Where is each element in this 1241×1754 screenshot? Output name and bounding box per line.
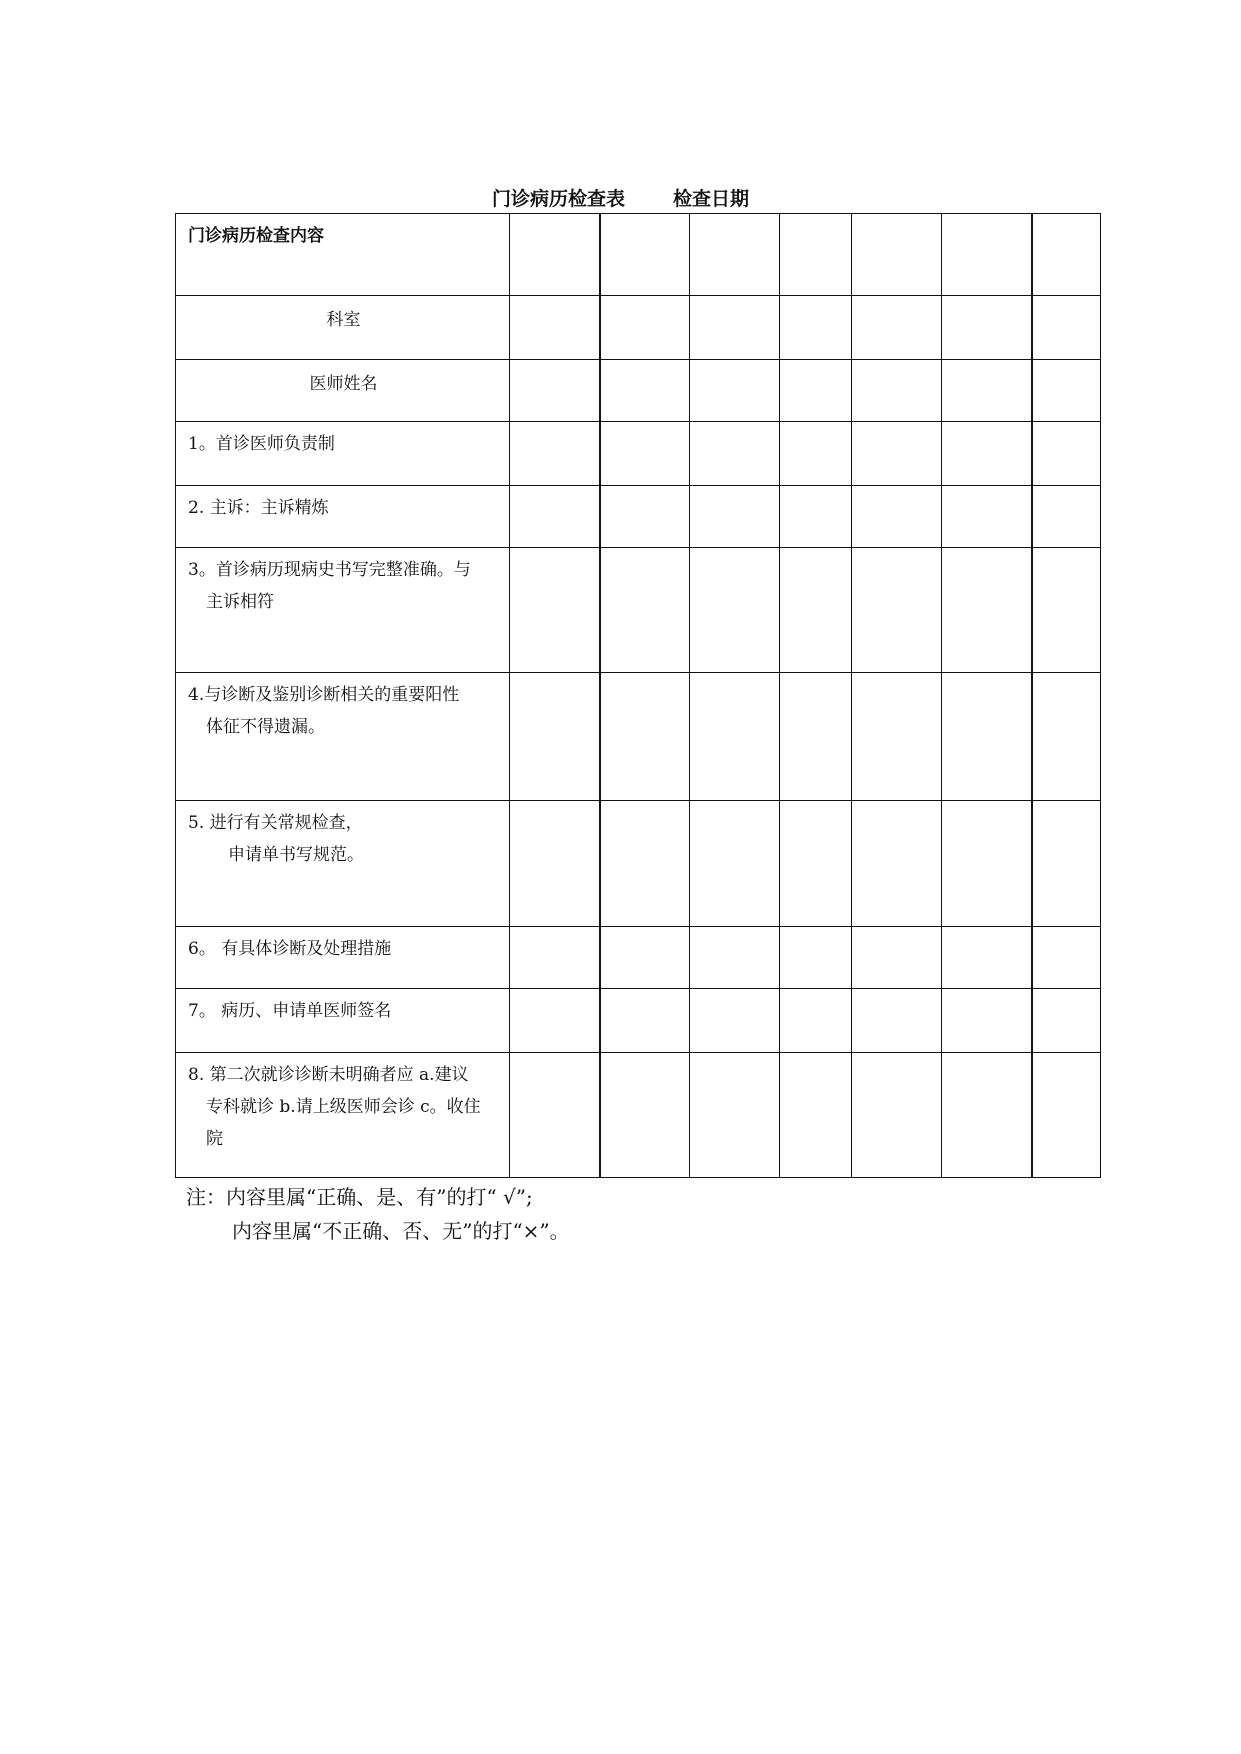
check-cell[interactable] [690,548,780,673]
check-cell[interactable] [852,422,942,486]
check-cell[interactable] [600,214,690,296]
row-label-line: 3。首诊病历现病史书写完整准确。与 [188,560,471,580]
check-cell[interactable] [510,989,600,1053]
header-cell: 门诊病历检查内容 [176,214,510,296]
check-cell[interactable] [600,1053,690,1178]
check-cell[interactable] [942,422,1032,486]
check-cell[interactable] [942,296,1032,360]
check-cell[interactable] [600,673,690,801]
check-cell[interactable] [780,801,852,927]
row-label-item-2: 2. 主诉：主诉精炼 [176,486,510,548]
check-cell[interactable] [852,673,942,801]
check-cell[interactable] [690,360,780,422]
check-cell[interactable] [510,486,600,548]
table-row [176,1053,1101,1178]
check-cell[interactable] [1032,486,1101,548]
row-label-item-5 [176,801,510,927]
table-row [176,801,1101,927]
check-cell[interactable] [600,296,690,360]
document-title [0,184,1241,211]
check-cell[interactable] [942,214,1032,296]
row-label-line: 申请单书写规范。 [228,845,364,865]
check-cell[interactable] [780,214,852,296]
check-cell[interactable] [942,360,1032,422]
check-cell[interactable] [600,422,690,486]
title-date-label: 检查日期 [673,188,750,210]
table-header-row [176,214,1101,296]
check-cell[interactable] [852,1053,942,1178]
row-label-line: 5. 进行有关常规检查， [188,813,363,833]
check-cell[interactable] [690,673,780,801]
check-cell[interactable] [1032,801,1101,927]
check-cell[interactable] [690,801,780,927]
check-cell[interactable] [510,673,600,801]
table-row [176,989,1101,1053]
footnote [186,1180,570,1248]
row-label-doctor-name: 医师姓名 [176,360,510,422]
check-cell[interactable] [1032,548,1101,673]
row-label-line: 专科就诊 b.请上级医师会诊 c。收住 [206,1097,481,1117]
check-cell[interactable] [942,548,1032,673]
table-row [176,422,1101,486]
inspection-table [175,213,1101,1178]
check-cell[interactable] [600,486,690,548]
check-cell[interactable] [1032,296,1101,360]
check-cell[interactable] [600,927,690,989]
check-cell[interactable] [1032,1053,1101,1178]
check-cell[interactable] [690,1053,780,1178]
check-cell[interactable] [942,1053,1032,1178]
check-cell[interactable] [942,801,1032,927]
row-label-item-7: 7。 病历、申请单医师签名 [176,989,510,1053]
row-label-item-3 [176,548,510,673]
check-cell[interactable] [852,801,942,927]
row-label-department: 科室 [176,296,510,360]
footnote-line-2: 内容里属“不正确、否、无”的打“×”。 [232,1219,570,1243]
table-row [176,548,1101,673]
check-cell[interactable] [942,673,1032,801]
row-label-line: 院 [206,1129,223,1149]
check-cell[interactable] [780,927,852,989]
table-row [176,486,1101,548]
check-cell[interactable] [1032,927,1101,989]
row-label-item-1: 1。首诊医师负责制 [176,422,510,486]
row-label-item-6: 6。 有具体诊断及处理措施 [176,927,510,989]
check-cell[interactable] [690,296,780,360]
check-cell[interactable] [780,673,852,801]
check-cell[interactable] [600,801,690,927]
check-cell[interactable] [690,927,780,989]
check-cell[interactable] [510,548,600,673]
row-label-item-8 [176,1053,510,1178]
row-label-item-4 [176,673,510,801]
footnote-line-1: 注：内容里属“正确、是、有”的打“ √”; [186,1185,533,1209]
table-row [176,296,1101,360]
check-cell[interactable] [510,296,600,360]
check-cell[interactable] [942,486,1032,548]
row-label-line: 4.与诊断及鉴别诊断相关的重要阳性 [188,685,460,705]
check-cell[interactable] [852,927,942,989]
check-cell[interactable] [780,1053,852,1178]
check-cell[interactable] [1032,989,1101,1053]
check-cell[interactable] [852,296,942,360]
check-cell[interactable] [690,486,780,548]
check-cell[interactable] [780,296,852,360]
check-cell[interactable] [510,214,600,296]
check-cell[interactable] [510,1053,600,1178]
check-cell[interactable] [942,989,1032,1053]
check-cell[interactable] [780,360,852,422]
check-cell[interactable] [690,989,780,1053]
check-cell[interactable] [852,548,942,673]
table-row [176,360,1101,422]
table-row [176,927,1101,989]
check-cell[interactable] [600,989,690,1053]
check-cell[interactable] [600,360,690,422]
check-cell[interactable] [852,214,942,296]
check-cell[interactable] [1032,673,1101,801]
check-cell[interactable] [600,548,690,673]
check-cell[interactable] [852,360,942,422]
check-cell[interactable] [690,214,780,296]
check-cell[interactable] [780,422,852,486]
row-label-line: 8. 第二次就诊诊断未明确者应 a.建议 [188,1065,469,1085]
check-cell[interactable] [1032,360,1101,422]
check-cell[interactable] [780,548,852,673]
check-cell[interactable] [942,927,1032,989]
check-cell[interactable] [852,989,942,1053]
title-main: 门诊病历检查表 [491,188,625,210]
row-label-line: 体征不得遗漏。 [206,717,325,737]
check-cell[interactable] [1032,422,1101,486]
check-cell[interactable] [852,486,942,548]
check-cell[interactable] [510,801,600,927]
check-cell[interactable] [510,422,600,486]
check-cell[interactable] [690,422,780,486]
check-cell[interactable] [780,486,852,548]
row-label-line: 主诉相符 [206,592,274,612]
table-row [176,673,1101,801]
check-cell[interactable] [780,989,852,1053]
check-cell[interactable] [510,360,600,422]
check-cell[interactable] [1032,214,1101,296]
check-cell[interactable] [510,927,600,989]
